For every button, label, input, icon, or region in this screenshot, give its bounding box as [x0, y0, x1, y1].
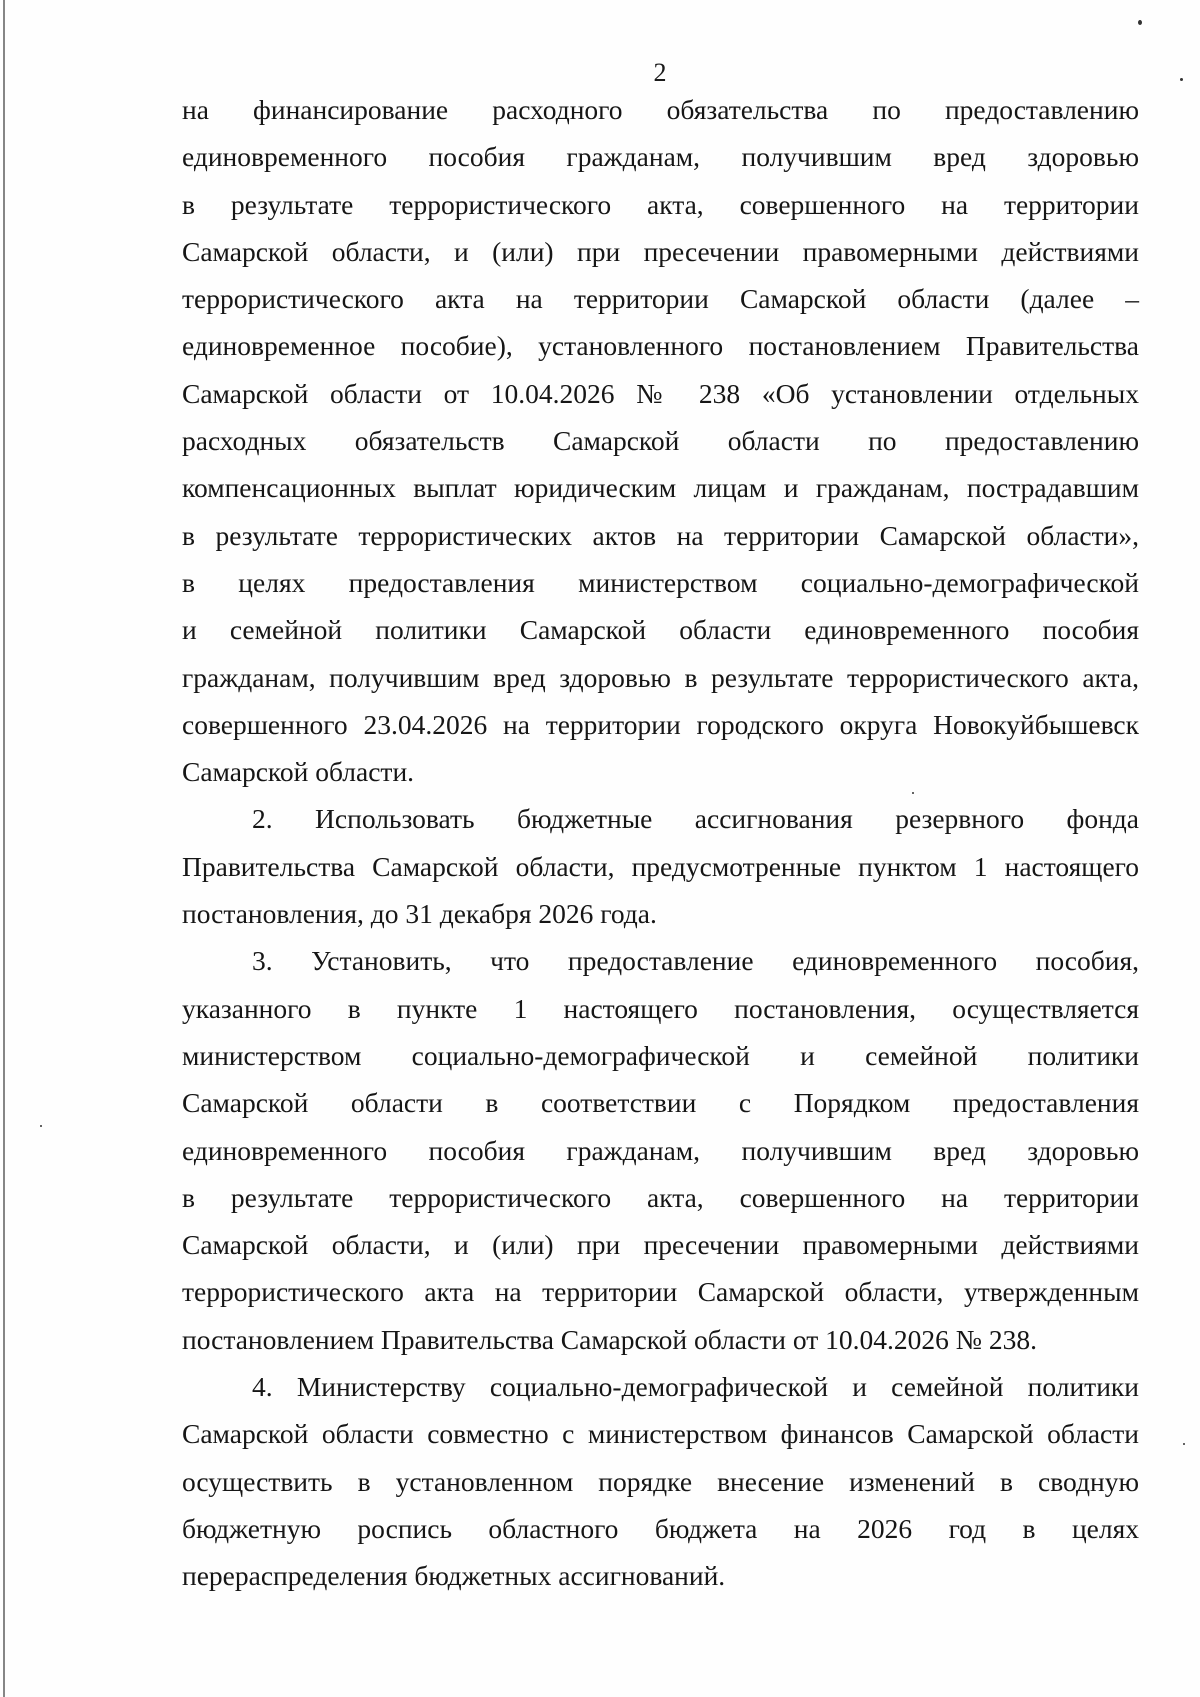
text-line: в результате террористического акта, совершенного на территории	[182, 188, 1139, 220]
scan-edge-line	[3, 0, 5, 1697]
text-line: осуществить в установленном порядке внесение изменений в сводную	[182, 1465, 1139, 1497]
text-line: постановления, до 31 декабря 2026 года.	[182, 898, 657, 930]
text-line: террористического акта на территории Самарской области, утвержденным	[182, 1276, 1139, 1308]
scan-speck	[1183, 1443, 1185, 1445]
text-line: 2. Использовать бюджетные ассигнования резервного фонда	[252, 803, 1139, 835]
text-line: единовременного пособия гражданам, получившим вред здоровью	[182, 141, 1139, 173]
text-line: единовременного пособия гражданам, получившим вред здоровью	[182, 1134, 1139, 1166]
text-line: 4. Министерству социально-демографической и семейной политики	[252, 1371, 1139, 1403]
text-line: в целях предоставления министерством социально-демографической	[182, 566, 1139, 598]
text-line: Самарской области в соответствии с Порядком предоставления	[182, 1087, 1139, 1119]
scan-speck	[1138, 20, 1142, 25]
text-line: в результате террористического акта, совершенного на территории	[182, 1181, 1139, 1213]
text-line: расходных обязательств Самарской области по предоставлению	[182, 425, 1139, 457]
text-line: постановлением Правительства Самарской области от 10.04.2026 № 238.	[182, 1323, 1037, 1355]
text-line: гражданам, получившим вред здоровью в результате террористического акта,	[182, 661, 1139, 693]
page-number: 2	[653, 58, 667, 87]
paragraph-4	[182, 1363, 1139, 1599]
paragraph-2	[182, 795, 1139, 937]
scan-speck	[40, 1125, 42, 1127]
document-body	[182, 86, 1139, 1600]
text-line: террористического акта на территории Самарской области (далее –	[182, 283, 1139, 315]
text-line: в результате террористических актов на территории Самарской области»,	[182, 519, 1139, 551]
text-line: Самарской области.	[182, 756, 415, 788]
text-line: Самарской области, и (или) при пресечении правомерными действиями	[182, 1229, 1139, 1261]
text-line: перераспределения бюджетных ассигнований.	[182, 1560, 726, 1592]
text-line: единовременное пособие), установленного постановлением Правительства	[182, 330, 1139, 362]
text-line: министерством социально-демографической и семейной политики	[182, 1039, 1139, 1071]
text-line: бюджетную роспись областного бюджета на 2026 год в целях	[182, 1512, 1139, 1544]
text-line: и семейной политики Самарской области единовременного пособия	[182, 614, 1139, 646]
text-line: указанного в пункте 1 настоящего постановления, осуществляется	[182, 992, 1139, 1024]
text-line: Самарской области, и (или) при пресечении правомерными действиями	[182, 235, 1139, 267]
text-line: Самарской области от 10.04.2026 № 238 «Об установлении отдельных	[182, 377, 1139, 409]
text-line: Самарской области совместно с министерством финансов Самарской области	[182, 1418, 1139, 1450]
text-line: компенсационных выплат юридическим лицам и гражданам, пострадавшим	[182, 472, 1139, 504]
text-line: на финансирование расходного обязательства по предоставлению	[182, 94, 1139, 125]
text-line: 3. Установить, что предоставление единовременного пособия,	[252, 945, 1139, 977]
paragraph-1-continuation	[182, 86, 1139, 795]
paragraph-3	[182, 937, 1139, 1363]
text-line: Правительства Самарской области, предусмотренные пунктом 1 настоящего	[182, 850, 1139, 882]
text-line: совершенного 23.04.2026 на территории городского округа Новокуйбышевск	[182, 708, 1139, 740]
